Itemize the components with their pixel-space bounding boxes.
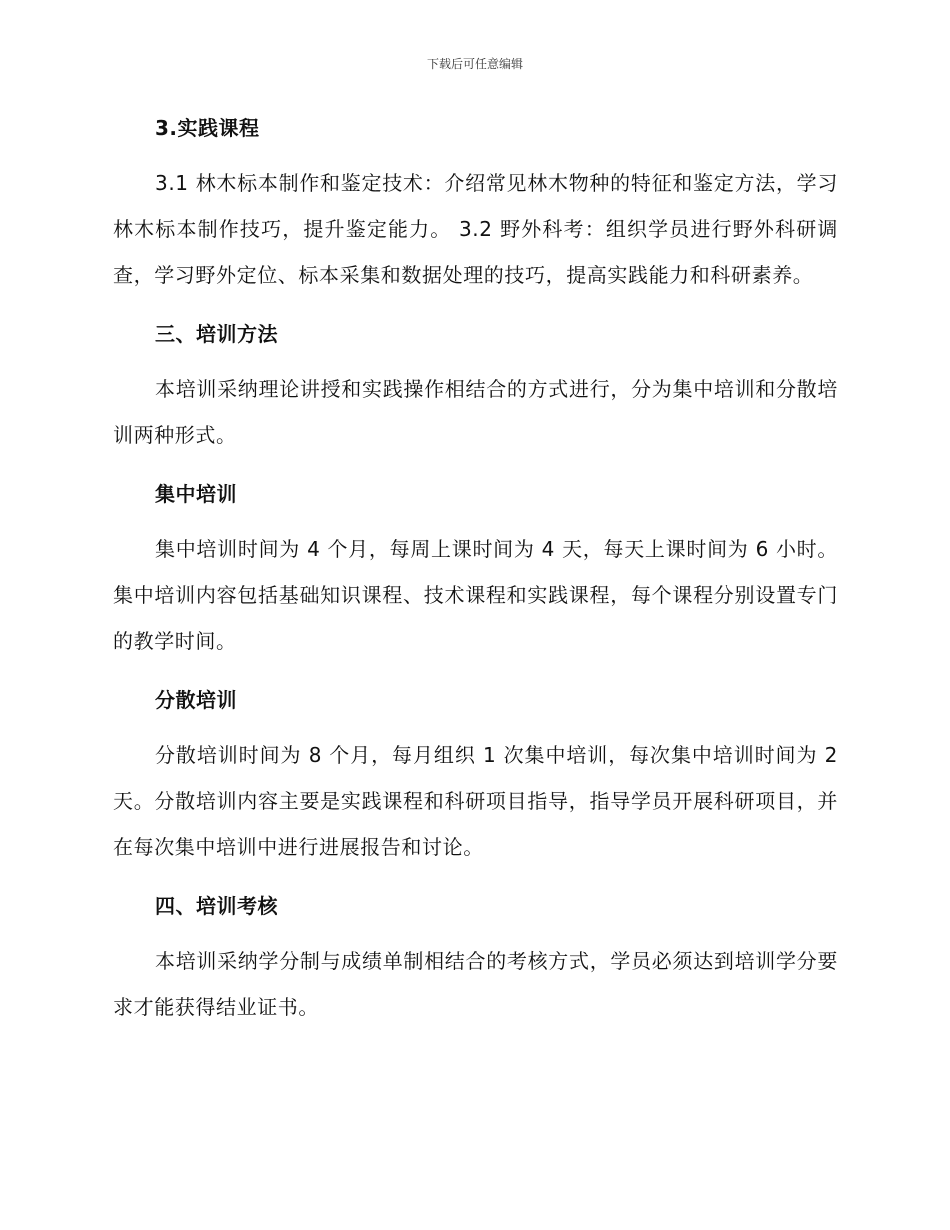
section-heading-training-assessment: 四、培训考核 [155, 894, 278, 918]
paragraph-training-assessment: 本培训采纳学分制与成绩单制相结合的考核方式，学员必须达到培训学分要求才能获得结业证书。 [113, 949, 838, 1019]
section-heading-training-method: 三、培训方法 [155, 322, 278, 346]
header-note: 下载后可任意编辑 [426, 57, 523, 71]
section-heading-distributed-training: 分散培训 [155, 688, 237, 712]
document-body [113, 110, 838, 1030]
paragraph-practice-course: 3.1 林木标本制作和鉴定技术：介绍常见林木物种的特征和鉴定方法，学习林木标本制作技巧，提升鉴定能力。 3.2 野外科考：组织学员进行野外科研调查，学习野外定位、标本采集和数据处理的技巧，提高实践能力和科研素养。 [113, 171, 838, 287]
paragraph-distributed-training: 分散培训时间为 8 个月，每月组织 1 次集中培训，每次集中培训时间为 2 天。分散培训内容主要是实践课程和科研项目指导，指导学员开展科研项目，并在每次集中培训中进行进展报告和讨论。 [113, 743, 838, 859]
section-heading-practice-course: 3.实践课程 [155, 116, 260, 140]
paragraph-centralized-training: 集中培训时间为 4 个月，每周上课时间为 4 天，每天上课时间为 6 小时。集中培训内容包括基础知识课程、技术课程和实践课程，每个课程分别设置专门的教学时间。 [113, 537, 838, 653]
paragraph-training-method: 本培训采纳理论讲授和实践操作相结合的方式进行，分为集中培训和分散培训两种形式。 [113, 377, 838, 447]
section-heading-centralized-training: 集中培训 [155, 482, 237, 506]
